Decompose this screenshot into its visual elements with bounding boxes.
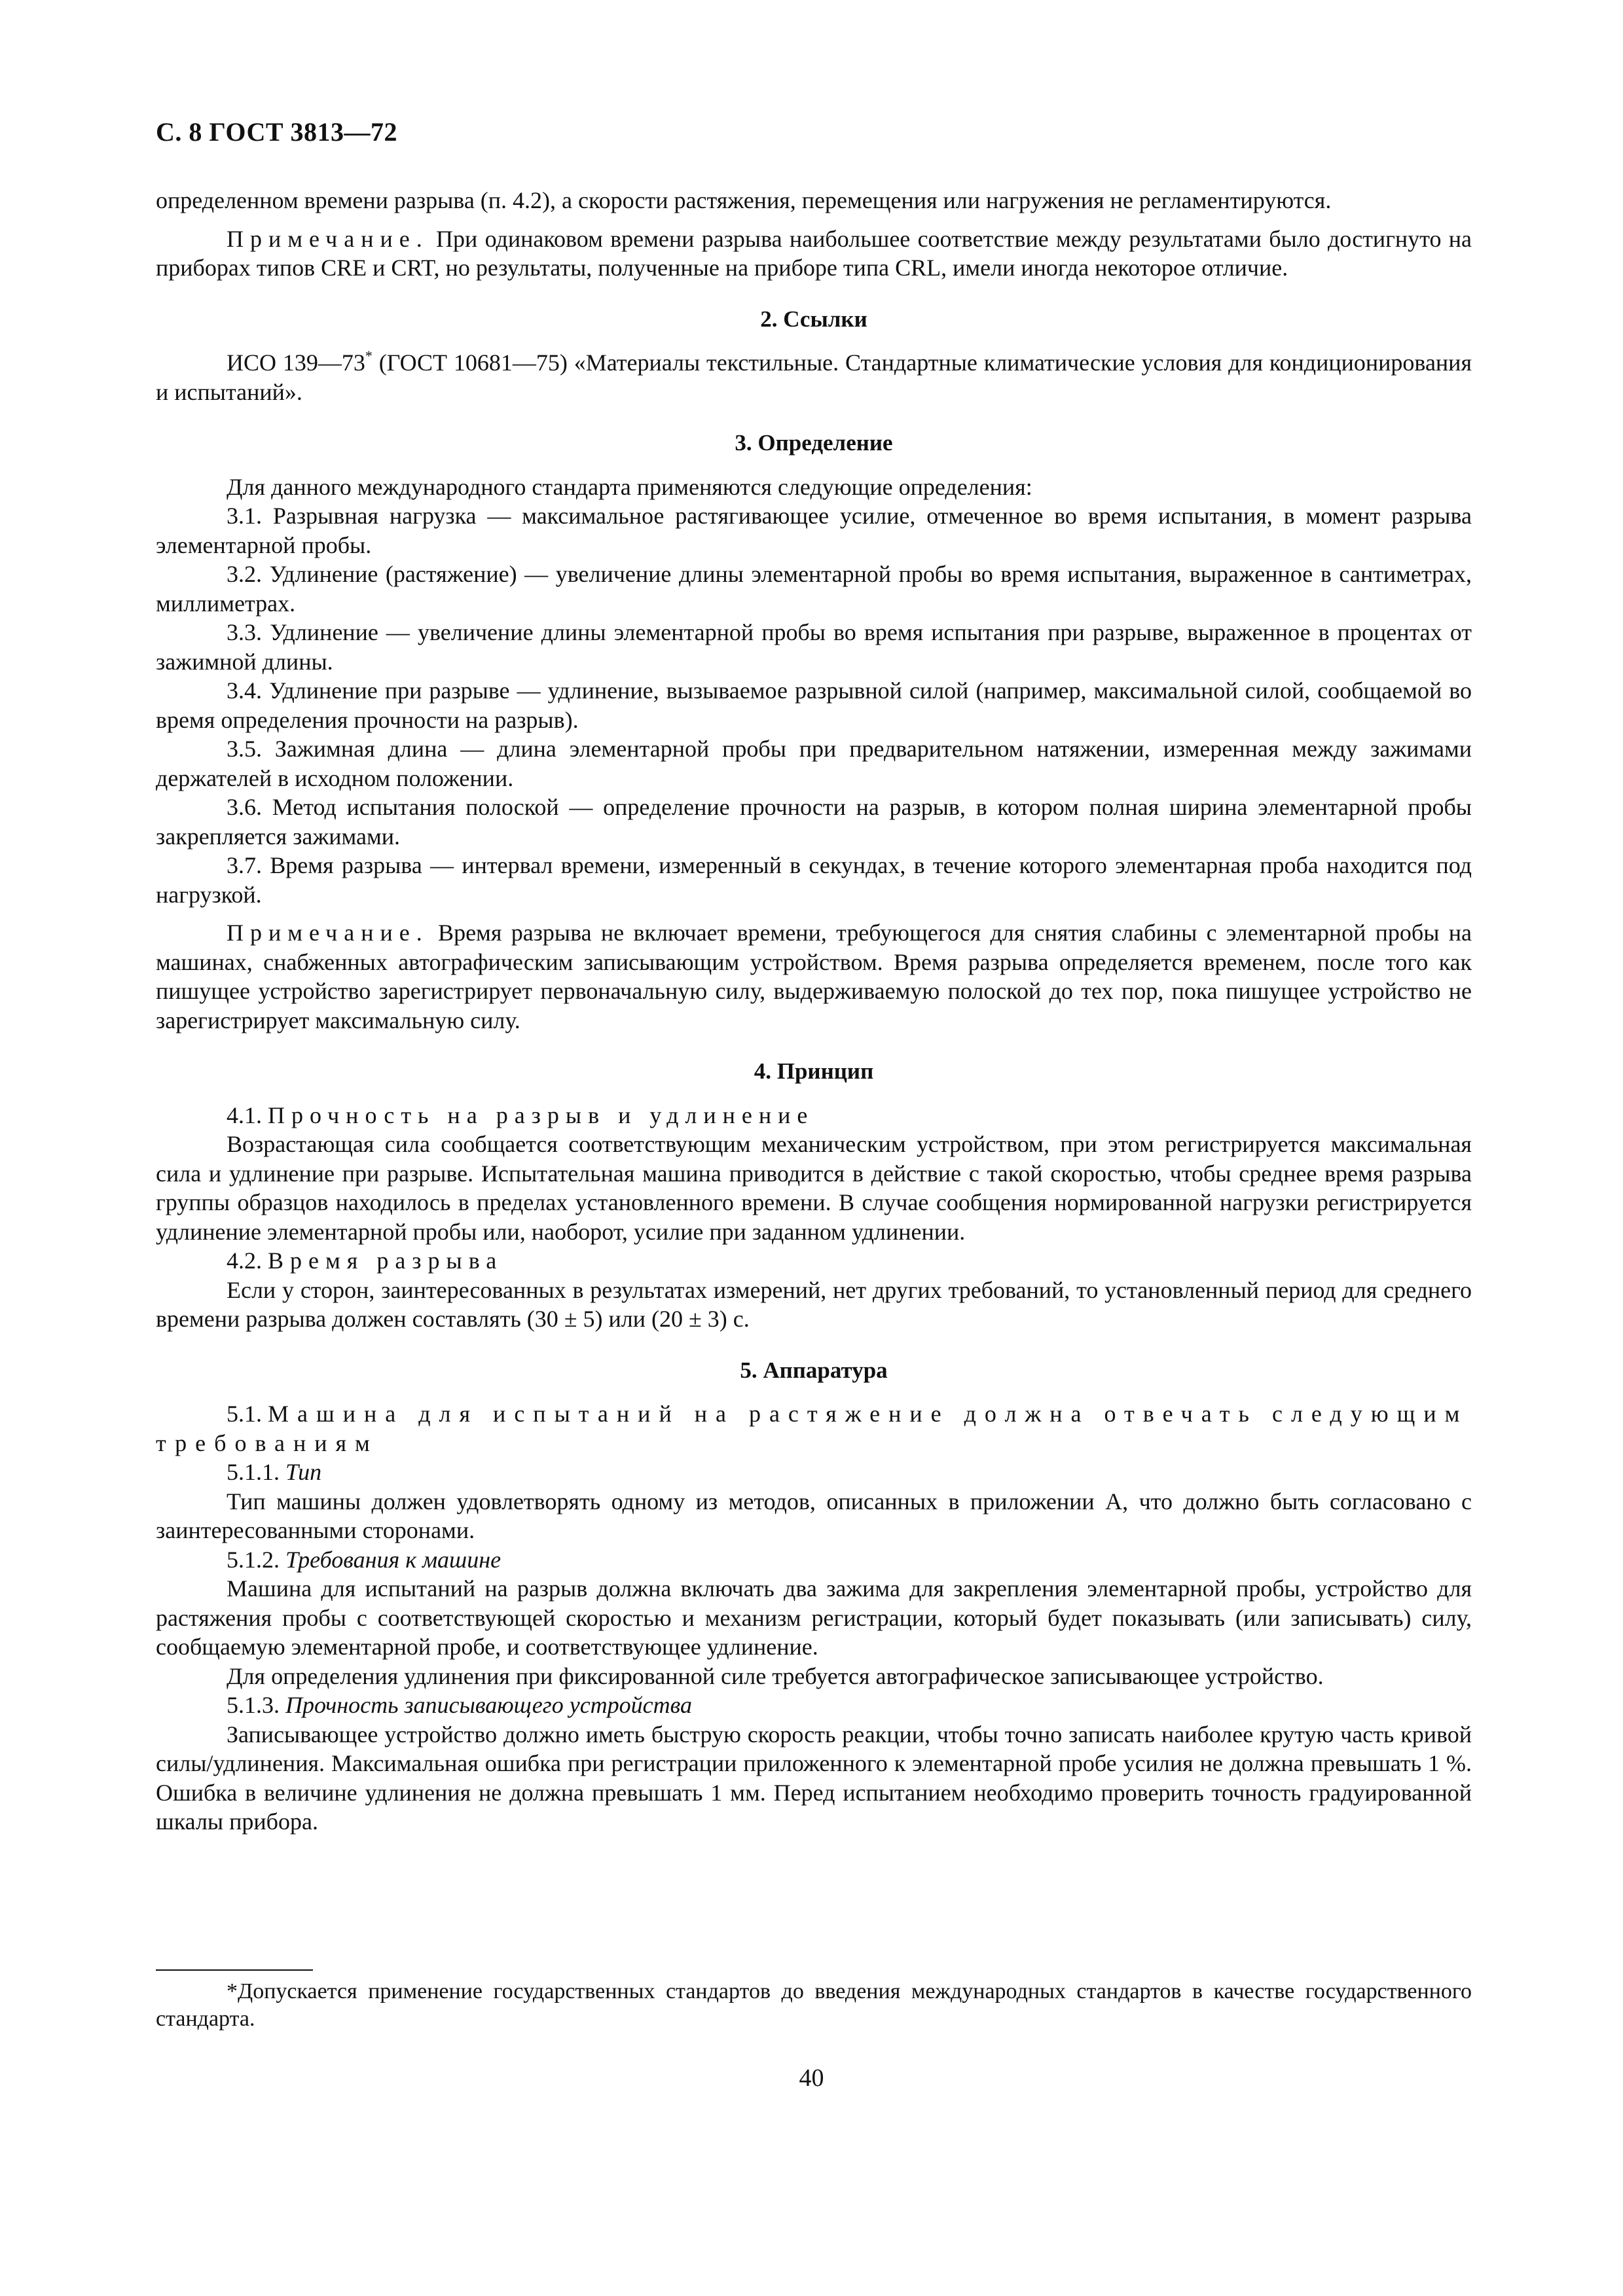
subheading-5-1 — [156, 1399, 1472, 1458]
subheading-number: 4.2. — [227, 1247, 268, 1274]
reference-standard: ИСО 139—73 — [227, 350, 365, 376]
definition-3-4: 3.4. Удлинение при разрыве — удлинение, вызываемое разрывной силой (например, максимальной силой, сообщаемой во время определения прочности на разрыв). — [156, 677, 1472, 733]
subheading-text: Прочность записывающего устройства — [285, 1692, 693, 1718]
definition-3-1: 3.1. Разрывная нагрузка — максимальное растягивающее усилие, отмеченное во время испытания, в момент разрыва элементарной пробы. — [156, 503, 1472, 558]
section-2-text — [156, 348, 1472, 406]
definition-3-6: 3.6. Метод испытания полоской — определение прочности на разрыв, в котором полная ширина элементарной пробы закрепляется зажимами. — [156, 794, 1472, 850]
definition-3-5: 3.5. Зажимная длина — длина элементарной пробы при предварительном натяжении, измеренная между зажимами держателей в исходном положении. — [156, 736, 1472, 791]
reference-description: (ГОСТ 10681—75) «Материалы текстильные. Стандартные климатические условия для кондиционирования и испытаний». — [156, 350, 1472, 405]
footnote: *Допускается применение государственных стандартов до введения международных стандартов в качестве государственного стандарта. — [156, 1979, 1472, 2031]
note-2-text: Время разрыва не включает времени, требующегося для снятия слабины с элементарной пробы на машинах, снабженных автографическим записывающим устройством. Время разрыва определяется временем, после того как пишущее устройство зарегистрирует первоначальную силу, выдерживаемую полоской до тех пор, пока пишущее устройство не зарегистрирует максимальную силу. — [156, 920, 1472, 1033]
paragraph-5-1-3: Записывающее устройство должно иметь быструю скорость реакции, чтобы точно записать наиболее крутую часть кривой силы/удлинения. Максимальная ошибка при регистрации приложенного к элементарной пробе усилия не должна превышать 1 %. Ошибка в величине удлинения не должна превышать 1 мм. Перед испытанием необходимо проверить точность градуированной шкалы прибора. — [156, 1721, 1472, 1835]
subheading-5-1-1 — [156, 1458, 1472, 1487]
section-2-title: 2. Ссылки — [760, 306, 867, 332]
paragraph-5-1-2a: Машина для испытаний на разрыв должна включать два зажима для закрепления элементарной пробы, устройство для растяжения пробы с соответствующей скоростью и механизм регистрации, который будет показывать (или записывать) силу, сообщаемую элементарной пробе, и соответствующее удлинение. — [156, 1575, 1472, 1660]
subheading-text: Тип — [285, 1459, 322, 1485]
page-header: С. 8 ГОСТ 3813—72 — [156, 117, 398, 147]
section-3-title: 3. Определение — [735, 430, 893, 456]
section-5-title: 5. Аппаратура — [740, 1357, 888, 1383]
subheading-text: Требования к машине — [285, 1546, 501, 1573]
subheading-number: 5.1.3. — [227, 1692, 285, 1718]
subheading-number: 4.1. — [227, 1102, 268, 1128]
note-2-label: Примечание. — [227, 920, 429, 946]
paragraph-5-1-1: Тип машины должен удовлетворять одному из методов, описанных в приложении А, что должно быть согласовано с заинтересованными сторонами. — [156, 1488, 1472, 1543]
section-4-title: 4. Принцип — [754, 1058, 874, 1084]
subheading-4-1 — [156, 1101, 1472, 1130]
page-number: 40 — [799, 2064, 824, 2092]
subheading-number: 5.1. — [227, 1401, 268, 1427]
subheading-number: 5.1.1. — [227, 1459, 285, 1485]
subheading-text: Машина для испытаний на растяжение должна отвечать следующим требованиям — [156, 1401, 1468, 1456]
note-1-label: Примечание. — [227, 225, 429, 252]
subheading-4-2 — [156, 1246, 1472, 1276]
definition-3-3: 3.3. Удлинение — увеличение длины элементарной пробы во время испытания при разрыве, выраженное в процентах от зажимной длины. — [156, 619, 1472, 675]
subheading-number: 5.1.2. — [227, 1546, 285, 1573]
subheading-5-1-2 — [156, 1545, 1472, 1575]
paragraph-4-1: Возрастающая сила сообщается соответствующим механическим устройством, при этом регистрируется максимальная сила и удлинение при разрыве. Испытательная машина приводится в действие с такой скоростью, чтобы среднее время разрыва группы образцов находилось в пределах установленного времени. В случае сообщения нормированной нагрузки регистрируется удлинение элементарной пробы или, наоборот, усилие при заданном удлинении. — [156, 1131, 1472, 1245]
definition-3-2: 3.2. Удлинение (растяжение) — увеличение длины элементарной пробы во время испытания, выраженное в сантиметрах, миллиметрах. — [156, 561, 1472, 617]
note-2 — [156, 918, 1472, 1035]
document-body — [156, 186, 1472, 1837]
footnote-marker: * — [365, 348, 373, 364]
section-3-intro: Для данного международного стандарта применяются следующие определения: — [227, 473, 1032, 500]
subheading-text: Время разрыва — [268, 1247, 503, 1274]
intro-paragraph: определенном времени разрыва (п. 4.2), а скорости растяжения, перемещения или нагружения не регламентируются. — [156, 187, 1332, 213]
definition-3-7: 3.7. Время разрыва — интервал времени, измеренный в секундах, в течение которого элементарная проба находится под нагрузкой. — [156, 852, 1472, 908]
subheading-5-1-3 — [156, 1691, 1472, 1720]
note-1-text: При одинаковом времени разрыва наибольшее соответствие между результатами было достигнуто на приборах типов CRE и CRT, но результаты, полученные на приборе типа CRL, имели иногда некоторое отличие. — [156, 225, 1472, 281]
paragraph-4-2: Если у сторон, заинтересованных в результатах измерений, нет других требований, то установленный период для среднего времени разрыва должен составлять (30 ± 5) или (20 ± 3) с. — [156, 1276, 1472, 1332]
footnote-divider — [156, 1969, 313, 1971]
paragraph-5-1-2b: Для определения удлинения при фиксированной силе требуется автографическое записывающее устройство. — [227, 1662, 1324, 1689]
note-1 — [156, 224, 1472, 283]
subheading-text: Прочность на разрыв и удлинение — [268, 1102, 814, 1128]
